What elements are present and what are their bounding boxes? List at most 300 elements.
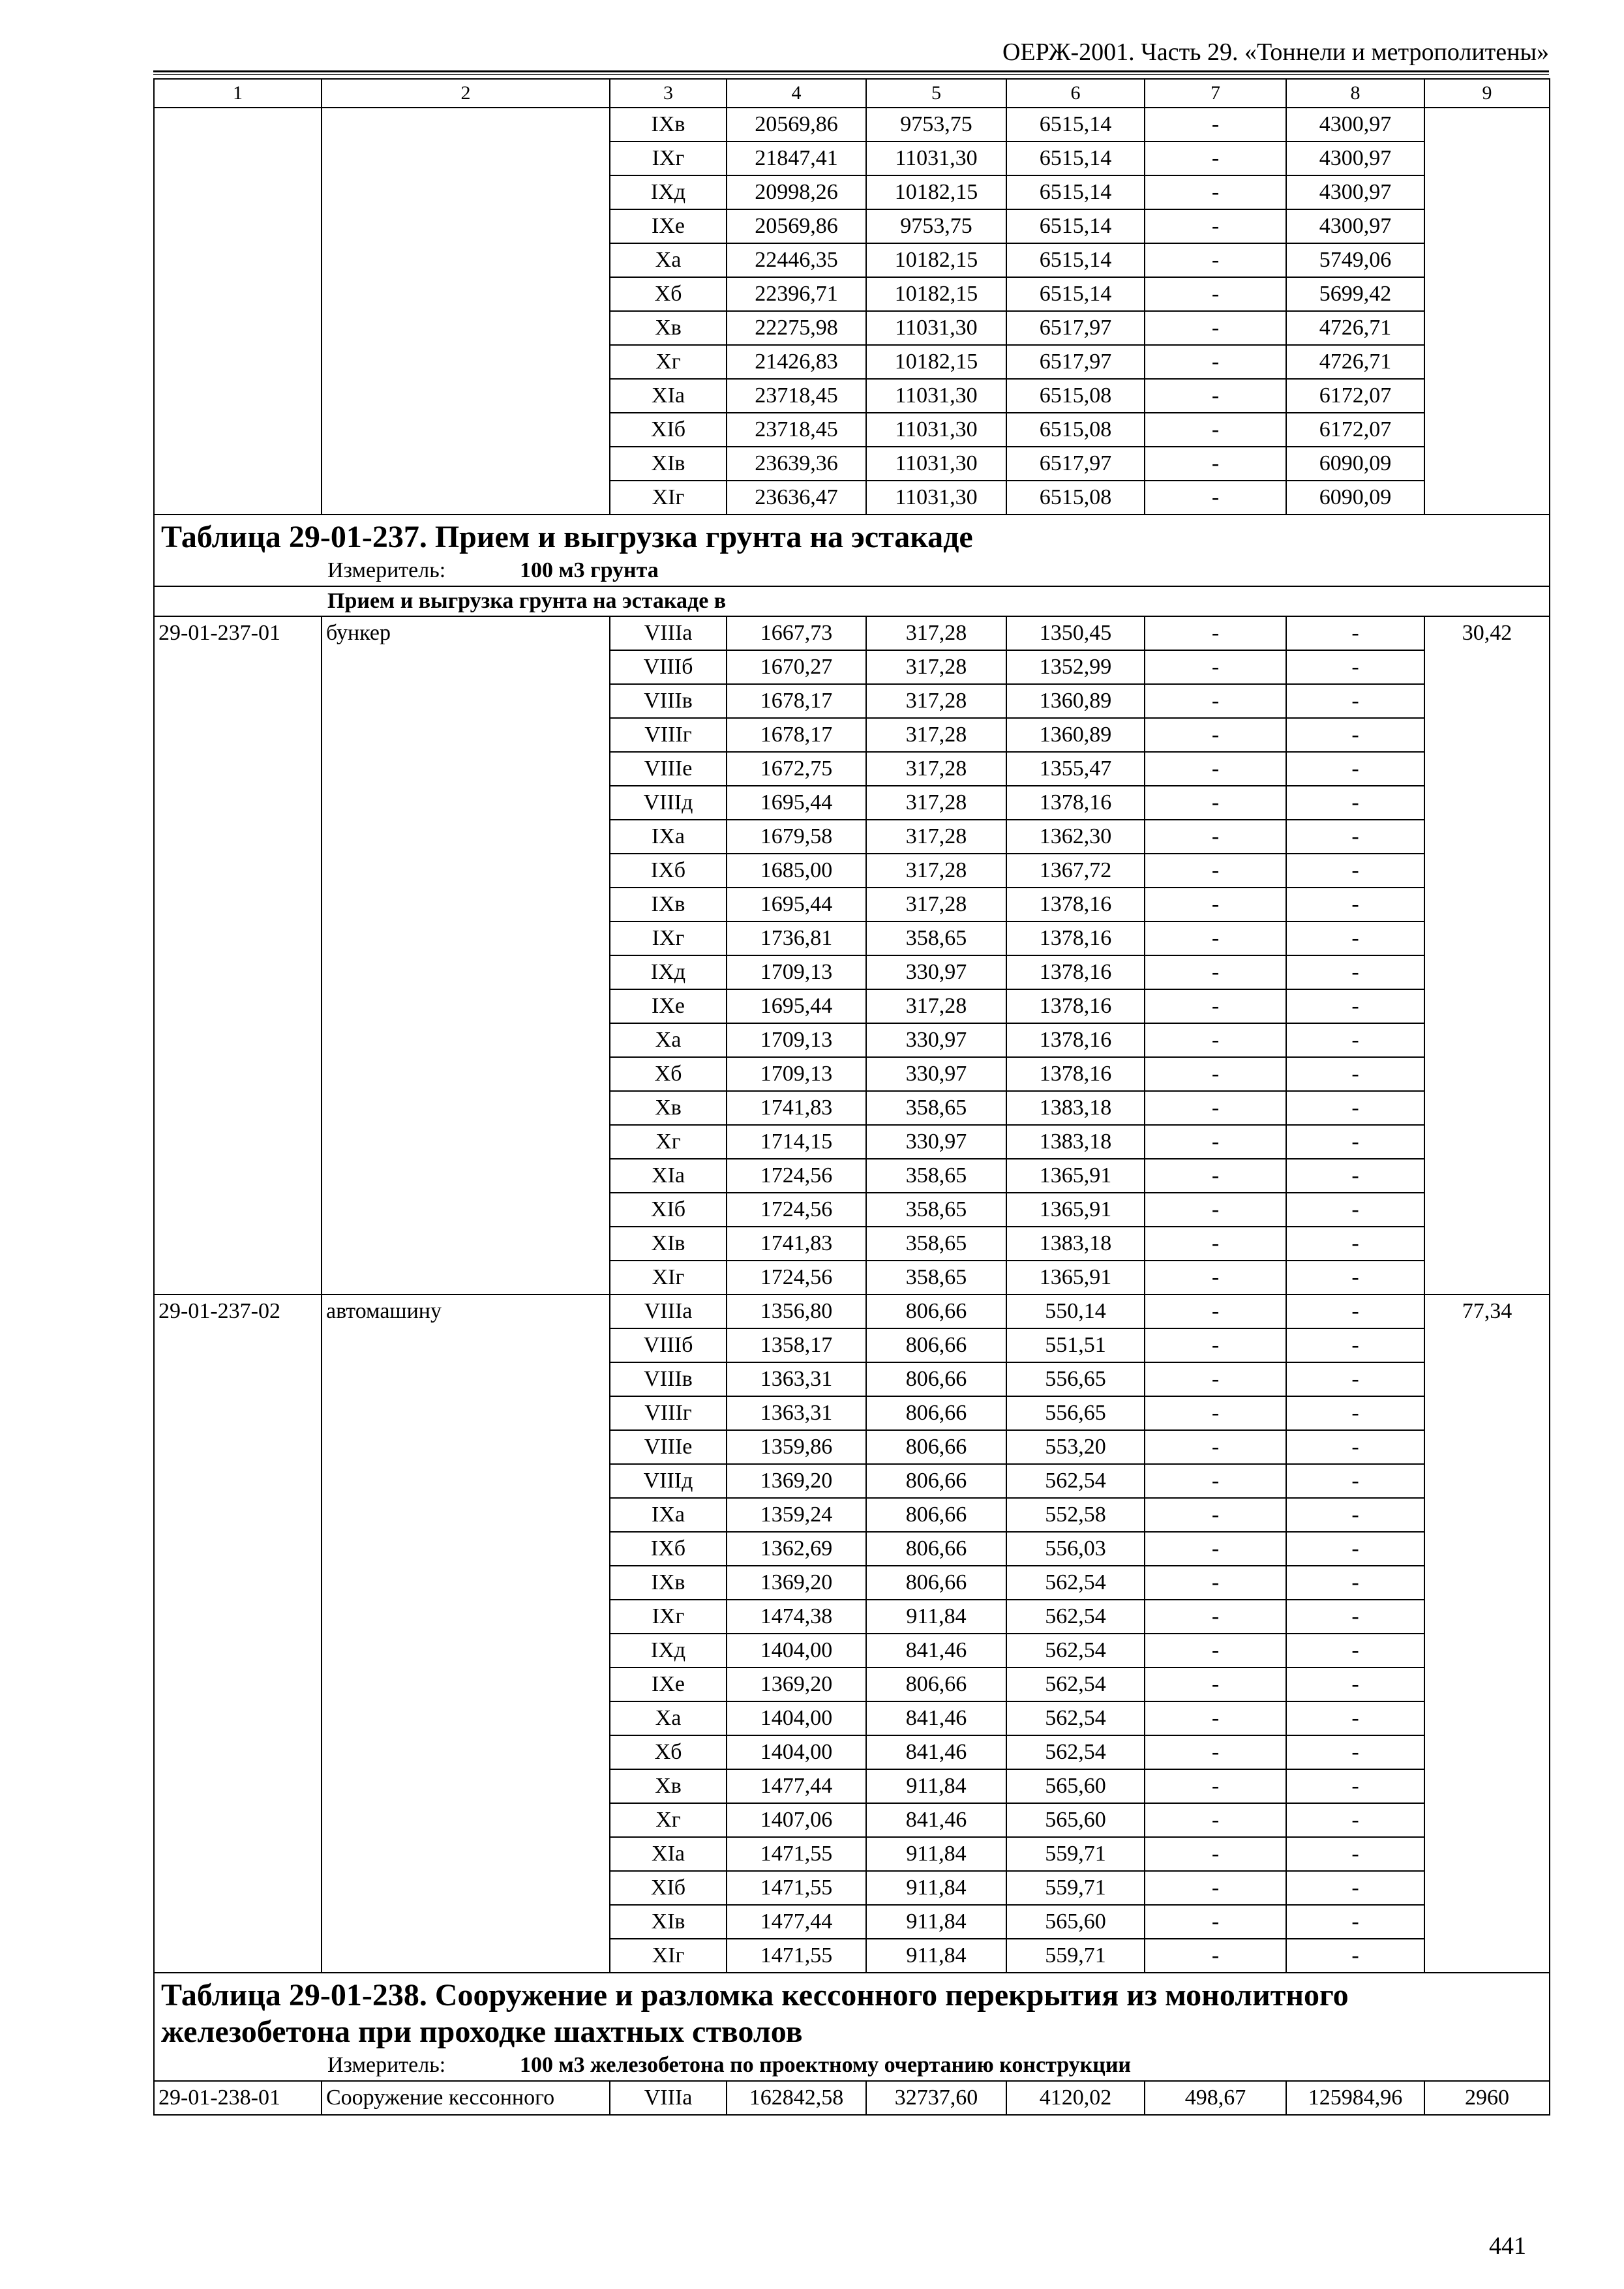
col8-cell: 4300,97 (1286, 209, 1424, 243)
col5-cell: 806,66 (866, 1668, 1006, 1701)
col4-cell: 1369,20 (727, 1668, 866, 1701)
subgroup-cell: IXд (610, 955, 727, 989)
col8-cell: - (1286, 1091, 1424, 1125)
col5-cell: 11031,30 (866, 142, 1006, 175)
col7-cell: - (1145, 888, 1286, 921)
subgroup-cell: XIв (610, 1905, 727, 1939)
col7-cell: - (1145, 1532, 1286, 1566)
col7-cell: - (1145, 752, 1286, 786)
col6-cell: 565,60 (1006, 1803, 1145, 1837)
col8-cell: - (1286, 1803, 1424, 1837)
col5-cell: 10182,15 (866, 345, 1006, 379)
col4-cell: 1369,20 (727, 1566, 866, 1600)
col8-cell: - (1286, 1159, 1424, 1193)
subgroup-cell: Xв (610, 1769, 727, 1803)
col7-cell: - (1145, 311, 1286, 345)
col7-cell: - (1145, 345, 1286, 379)
col6-cell: 562,54 (1006, 1600, 1145, 1634)
subgroup-cell: VIIIе (610, 1430, 727, 1464)
col7-cell: - (1145, 989, 1286, 1023)
col5-cell: 911,84 (866, 1837, 1006, 1871)
col8-cell: - (1286, 1498, 1424, 1532)
col5-cell: 317,28 (866, 786, 1006, 820)
col7-cell: - (1145, 1803, 1286, 1837)
subgroup-cell: XIб (610, 1871, 727, 1905)
col8-cell: - (1286, 616, 1424, 650)
col6-cell: 1378,16 (1006, 888, 1145, 921)
col8-cell: 6172,07 (1286, 379, 1424, 413)
col4-cell: 1471,55 (727, 1871, 866, 1905)
col8-cell: 4726,71 (1286, 311, 1424, 345)
subgroup-cell: VIIIг (610, 718, 727, 752)
col6-cell: 1378,16 (1006, 786, 1145, 820)
col4-cell: 1672,75 (727, 752, 866, 786)
col5-cell: 32737,60 (866, 2081, 1006, 2115)
col7-cell: - (1145, 616, 1286, 650)
col4-cell: 23636,47 (727, 481, 866, 515)
col6-cell: 556,65 (1006, 1362, 1145, 1396)
col4-cell: 1356,80 (727, 1294, 866, 1328)
subgroup-cell: XIв (610, 447, 727, 481)
col4-cell: 20569,86 (727, 108, 866, 142)
col6-cell: 562,54 (1006, 1566, 1145, 1600)
col6-cell: 6515,14 (1006, 277, 1145, 311)
table-row (154, 2081, 1550, 2115)
col4-cell: 1724,56 (727, 1261, 866, 1294)
subgroup-cell: VIIIв (610, 684, 727, 718)
unit-value: 100 м3 грунта (520, 558, 659, 582)
col6-cell: 559,71 (1006, 1837, 1145, 1871)
col8-cell: - (1286, 1905, 1424, 1939)
col8-cell: - (1286, 650, 1424, 684)
subgroup-cell: IXа (610, 1498, 727, 1532)
col4-cell: 1363,31 (727, 1396, 866, 1430)
col4-cell: 21426,83 (727, 345, 866, 379)
col5-cell: 806,66 (866, 1294, 1006, 1328)
header-rule-thick (153, 70, 1549, 72)
column-number-cell: 3 (610, 79, 727, 108)
col6-cell: 1365,91 (1006, 1193, 1145, 1227)
col9-cell (1424, 108, 1550, 515)
col8-cell: - (1286, 1464, 1424, 1498)
col5-cell: 10182,15 (866, 175, 1006, 209)
running-header: ОЕРЖ-2001. Часть 29. «Тоннели и метрополитены» (1002, 38, 1549, 66)
col5-cell: 806,66 (866, 1566, 1006, 1600)
col4-cell: 1404,00 (727, 1701, 866, 1735)
col5-cell: 10182,15 (866, 243, 1006, 277)
subgroup-cell: XIв (610, 1227, 727, 1261)
col8-cell: - (1286, 1701, 1424, 1735)
subgroup-cell: Xв (610, 311, 727, 345)
col7-cell: - (1145, 1159, 1286, 1193)
col5-cell: 317,28 (866, 989, 1006, 1023)
col6-cell: 1360,89 (1006, 718, 1145, 752)
col7-cell: - (1145, 1735, 1286, 1769)
col7-cell: - (1145, 277, 1286, 311)
col7-cell: - (1145, 379, 1286, 413)
col5-cell: 9753,75 (866, 209, 1006, 243)
col6-cell: 553,20 (1006, 1430, 1145, 1464)
col5-cell: 330,97 (866, 1125, 1006, 1159)
column-number-cell: 9 (1424, 79, 1550, 108)
col5-cell: 358,65 (866, 1193, 1006, 1227)
col7-cell: - (1145, 1600, 1286, 1634)
col7-cell: - (1145, 1566, 1286, 1600)
subgroup-cell: VIIIд (610, 1464, 727, 1498)
col4-cell: 1724,56 (727, 1159, 866, 1193)
col6-cell: 562,54 (1006, 1668, 1145, 1701)
col8-cell: - (1286, 1735, 1424, 1769)
col7-cell: - (1145, 243, 1286, 277)
col4-cell: 1679,58 (727, 820, 866, 854)
col4-cell: 23718,45 (727, 379, 866, 413)
col4-cell: 1471,55 (727, 1837, 866, 1871)
col7-cell: - (1145, 481, 1286, 515)
col4-cell: 23718,45 (727, 413, 866, 447)
subgroup-cell: Xг (610, 1125, 727, 1159)
column-number-cell: 6 (1006, 79, 1145, 108)
col6-cell: 1378,16 (1006, 989, 1145, 1023)
col5-cell: 317,28 (866, 888, 1006, 921)
col7-cell: - (1145, 1125, 1286, 1159)
table-238-unit-cell (154, 2050, 1550, 2081)
subgroup-cell: XIг (610, 1261, 727, 1294)
col4-cell: 1709,13 (727, 1023, 866, 1057)
col6-cell: 1365,91 (1006, 1261, 1145, 1294)
col6-cell: 562,54 (1006, 1464, 1145, 1498)
col9-cell: 30,42 (1424, 616, 1550, 1294)
col6-cell: 562,54 (1006, 1634, 1145, 1668)
col5-cell: 11031,30 (866, 379, 1006, 413)
subgroup-cell: Xб (610, 277, 727, 311)
col8-cell: - (1286, 1125, 1424, 1159)
table-237-title: Таблица 29-01-237. Прием и выгрузка грунта на эстакаде (161, 520, 973, 554)
name-cell: Сооружение кессонного (322, 2081, 610, 2115)
col7-cell: - (1145, 1430, 1286, 1464)
col4-cell: 162842,58 (727, 2081, 866, 2115)
col6-cell: 550,14 (1006, 1294, 1145, 1328)
col7-cell: - (1145, 413, 1286, 447)
col7-cell: - (1145, 718, 1286, 752)
col4-cell: 1724,56 (727, 1193, 866, 1227)
col5-cell: 9753,75 (866, 108, 1006, 142)
col6-cell: 559,71 (1006, 1939, 1145, 1973)
col5-cell: 358,65 (866, 1159, 1006, 1193)
subgroup-cell: XIб (610, 413, 727, 447)
col8-cell: - (1286, 1600, 1424, 1634)
column-number-cell: 1 (154, 79, 322, 108)
table-237-title-row (154, 515, 1550, 556)
col4-cell: 22446,35 (727, 243, 866, 277)
col8-cell: - (1286, 1328, 1424, 1362)
col7-cell: - (1145, 1498, 1286, 1532)
subgroup-cell: IXе (610, 989, 727, 1023)
col7-cell: - (1145, 108, 1286, 142)
col8-cell: - (1286, 1261, 1424, 1294)
col8-cell: - (1286, 1294, 1424, 1328)
col6-cell: 1352,99 (1006, 650, 1145, 684)
subgroup-cell: IXв (610, 888, 727, 921)
col6-cell: 1378,16 (1006, 955, 1145, 989)
col6-cell: 6515,14 (1006, 142, 1145, 175)
col8-cell: - (1286, 888, 1424, 921)
col7-cell: - (1145, 820, 1286, 854)
col4-cell: 1477,44 (727, 1769, 866, 1803)
col6-cell: 1383,18 (1006, 1125, 1145, 1159)
subgroup-cell: XIг (610, 481, 727, 515)
subgroup-cell: IXе (610, 1668, 727, 1701)
col4-cell: 1678,17 (727, 718, 866, 752)
col8-cell: - (1286, 820, 1424, 854)
col5-cell: 911,84 (866, 1905, 1006, 1939)
table-row (154, 616, 1550, 650)
col6-cell: 6515,14 (1006, 209, 1145, 243)
col8-cell: - (1286, 1057, 1424, 1091)
code-cell (154, 108, 322, 515)
col8-cell: - (1286, 1566, 1424, 1600)
col7-cell: - (1145, 1362, 1286, 1396)
col6-cell: 6515,14 (1006, 243, 1145, 277)
col4-cell: 1695,44 (727, 888, 866, 921)
col5-cell: 330,97 (866, 955, 1006, 989)
col6-cell: 6515,14 (1006, 108, 1145, 142)
col8-cell: - (1286, 1532, 1424, 1566)
col5-cell: 317,28 (866, 616, 1006, 650)
col4-cell: 1404,00 (727, 1735, 866, 1769)
col4-cell: 1407,06 (727, 1803, 866, 1837)
col5-cell: 358,65 (866, 1227, 1006, 1261)
subgroup-cell: VIIIб (610, 1328, 727, 1362)
table-238-unit-row (154, 2050, 1550, 2081)
subgroup-cell: XIб (610, 1193, 727, 1227)
column-number-cell: 5 (866, 79, 1006, 108)
col4-cell: 1685,00 (727, 854, 866, 888)
col5-cell: 841,46 (866, 1634, 1006, 1668)
col8-cell: 4300,97 (1286, 108, 1424, 142)
table-237-subheading-row (154, 586, 1550, 616)
col5-cell: 806,66 (866, 1464, 1006, 1498)
col5-cell: 841,46 (866, 1735, 1006, 1769)
col7-cell: - (1145, 175, 1286, 209)
col5-cell: 11031,30 (866, 413, 1006, 447)
col8-cell: - (1286, 1634, 1424, 1668)
subgroup-cell: Xа (610, 1023, 727, 1057)
col4-cell: 1678,17 (727, 684, 866, 718)
col4-cell: 1363,31 (727, 1362, 866, 1396)
col8-cell: - (1286, 752, 1424, 786)
col4-cell: 1667,73 (727, 616, 866, 650)
col7-cell: - (1145, 786, 1286, 820)
code-cell: 29-01-238-01 (154, 2081, 322, 2115)
col5-cell: 330,97 (866, 1057, 1006, 1091)
col7-cell: - (1145, 1769, 1286, 1803)
col8-cell: - (1286, 1396, 1424, 1430)
col5-cell: 841,46 (866, 1701, 1006, 1735)
col6-cell: 1365,91 (1006, 1159, 1145, 1193)
col7-cell: - (1145, 1227, 1286, 1261)
subgroup-cell: VIIIа (610, 2081, 727, 2115)
col8-cell: - (1286, 1362, 1424, 1396)
subgroup-cell: IXб (610, 1532, 727, 1566)
col6-cell: 562,54 (1006, 1701, 1145, 1735)
col7-cell: 498,67 (1145, 2081, 1286, 2115)
col6-cell: 1383,18 (1006, 1091, 1145, 1125)
col8-cell: - (1286, 1023, 1424, 1057)
col5-cell: 358,65 (866, 921, 1006, 955)
table-237-unit-row (154, 556, 1550, 586)
col5-cell: 806,66 (866, 1328, 1006, 1362)
col4-cell: 1695,44 (727, 786, 866, 820)
col8-cell: 6090,09 (1286, 447, 1424, 481)
col7-cell: - (1145, 650, 1286, 684)
col4-cell: 23639,36 (727, 447, 866, 481)
table-row (154, 108, 1550, 142)
col6-cell: 1360,89 (1006, 684, 1145, 718)
col6-cell: 552,58 (1006, 1498, 1145, 1532)
unit-label: Измеритель: (327, 2053, 446, 2077)
col8-cell: - (1286, 1193, 1424, 1227)
col7-cell: - (1145, 1905, 1286, 1939)
col8-cell: 4726,71 (1286, 345, 1424, 379)
col8-cell: - (1286, 1227, 1424, 1261)
col5-cell: 358,65 (866, 1261, 1006, 1294)
col5-cell: 317,28 (866, 684, 1006, 718)
subgroup-cell: Xб (610, 1057, 727, 1091)
col5-cell: 11031,30 (866, 481, 1006, 515)
col7-cell: - (1145, 1939, 1286, 1973)
subgroup-cell: IXв (610, 1566, 727, 1600)
col4-cell: 1369,20 (727, 1464, 866, 1498)
col6-cell: 6515,08 (1006, 481, 1145, 515)
table-238-title-cell (154, 1973, 1550, 2050)
col7-cell: - (1145, 1023, 1286, 1057)
name-cell (322, 108, 610, 515)
col7-cell: - (1145, 1701, 1286, 1735)
col7-cell: - (1145, 1261, 1286, 1294)
col5-cell: 10182,15 (866, 277, 1006, 311)
col5-cell: 806,66 (866, 1532, 1006, 1566)
subgroup-cell: XIг (610, 1939, 727, 1973)
col7-cell: - (1145, 854, 1286, 888)
col8-cell: - (1286, 1871, 1424, 1905)
col4-cell: 1736,81 (727, 921, 866, 955)
col5-cell: 11031,30 (866, 311, 1006, 345)
column-number-cell: 4 (727, 79, 866, 108)
page-number: 441 (1489, 2232, 1526, 2260)
col9-cell: 2960 (1424, 2081, 1550, 2115)
name-cell: автомашину (322, 1294, 610, 1973)
col6-cell: 565,60 (1006, 1905, 1145, 1939)
col8-cell: - (1286, 921, 1424, 955)
col4-cell: 1358,17 (727, 1328, 866, 1362)
subgroup-cell: VIIIг (610, 1396, 727, 1430)
col5-cell: 317,28 (866, 820, 1006, 854)
subgroup-cell: Xб (610, 1735, 727, 1769)
col4-cell: 1359,86 (727, 1430, 866, 1464)
col5-cell: 317,28 (866, 718, 1006, 752)
col7-cell: - (1145, 1193, 1286, 1227)
col8-cell: 5699,42 (1286, 277, 1424, 311)
col4-cell: 1714,15 (727, 1125, 866, 1159)
subgroup-cell: XIа (610, 1837, 727, 1871)
subgroup-cell: IXг (610, 142, 727, 175)
col6-cell: 559,71 (1006, 1871, 1145, 1905)
col7-cell: - (1145, 955, 1286, 989)
col6-cell: 6517,97 (1006, 311, 1145, 345)
col5-cell: 911,84 (866, 1939, 1006, 1973)
col4-cell: 1709,13 (727, 1057, 866, 1091)
col7-cell: - (1145, 209, 1286, 243)
table-238-title-row (154, 1973, 1550, 2050)
col5-cell: 841,46 (866, 1803, 1006, 1837)
col9-cell: 77,34 (1424, 1294, 1550, 1973)
subgroup-cell: IXе (610, 209, 727, 243)
col6-cell: 1378,16 (1006, 921, 1145, 955)
subgroup-cell: IXа (610, 820, 727, 854)
col5-cell: 911,84 (866, 1769, 1006, 1803)
col4-cell: 22396,71 (727, 277, 866, 311)
col5-cell: 806,66 (866, 1362, 1006, 1396)
col7-cell: - (1145, 684, 1286, 718)
name-cell: бункер (322, 616, 610, 1294)
col5-cell: 317,28 (866, 650, 1006, 684)
col7-cell: - (1145, 1668, 1286, 1701)
col6-cell: 6515,14 (1006, 175, 1145, 209)
table-237-unit-cell (154, 556, 1550, 586)
col8-cell: - (1286, 1430, 1424, 1464)
col4-cell: 1741,83 (727, 1227, 866, 1261)
subgroup-cell: IXд (610, 1634, 727, 1668)
col6-cell: 1362,30 (1006, 820, 1145, 854)
col5-cell: 806,66 (866, 1498, 1006, 1532)
col6-cell: 6517,97 (1006, 447, 1145, 481)
unit-label: Измеритель: (327, 558, 446, 582)
col7-cell: - (1145, 921, 1286, 955)
col4-cell: 1359,24 (727, 1498, 866, 1532)
col4-cell: 1474,38 (727, 1600, 866, 1634)
col6-cell: 1383,18 (1006, 1227, 1145, 1261)
col8-cell: - (1286, 854, 1424, 888)
col4-cell: 22275,98 (727, 311, 866, 345)
col4-cell: 1404,00 (727, 1634, 866, 1668)
subgroup-cell: VIIIв (610, 1362, 727, 1396)
col6-cell: 1350,45 (1006, 616, 1145, 650)
column-number-cell: 7 (1145, 79, 1286, 108)
subgroup-cell: Xа (610, 243, 727, 277)
subgroup-cell: Xв (610, 1091, 727, 1125)
col6-cell: 556,03 (1006, 1532, 1145, 1566)
col4-cell: 1477,44 (727, 1905, 866, 1939)
col8-cell: 6172,07 (1286, 413, 1424, 447)
col6-cell: 1378,16 (1006, 1023, 1145, 1057)
subgroup-cell: Xг (610, 1803, 727, 1837)
subgroup-cell: IXб (610, 854, 727, 888)
subgroup-cell: Xг (610, 345, 727, 379)
table-238-title: Таблица 29-01-238. Сооружение и разломка кессонного перекрытия из монолитного железобетона при проходке шахтных стволов (161, 1978, 1349, 2049)
col7-cell: - (1145, 1837, 1286, 1871)
subgroup-cell: IXг (610, 1600, 727, 1634)
col5-cell: 911,84 (866, 1600, 1006, 1634)
subgroup-cell: IXв (610, 108, 727, 142)
col7-cell: - (1145, 1464, 1286, 1498)
col7-cell: - (1145, 1328, 1286, 1362)
col7-cell: - (1145, 1091, 1286, 1125)
subgroup-cell: VIIIа (610, 1294, 727, 1328)
subgroup-cell: VIIIе (610, 752, 727, 786)
col4-cell: 1741,83 (727, 1091, 866, 1125)
col6-cell: 6517,97 (1006, 345, 1145, 379)
col8-cell: 125984,96 (1286, 2081, 1424, 2115)
